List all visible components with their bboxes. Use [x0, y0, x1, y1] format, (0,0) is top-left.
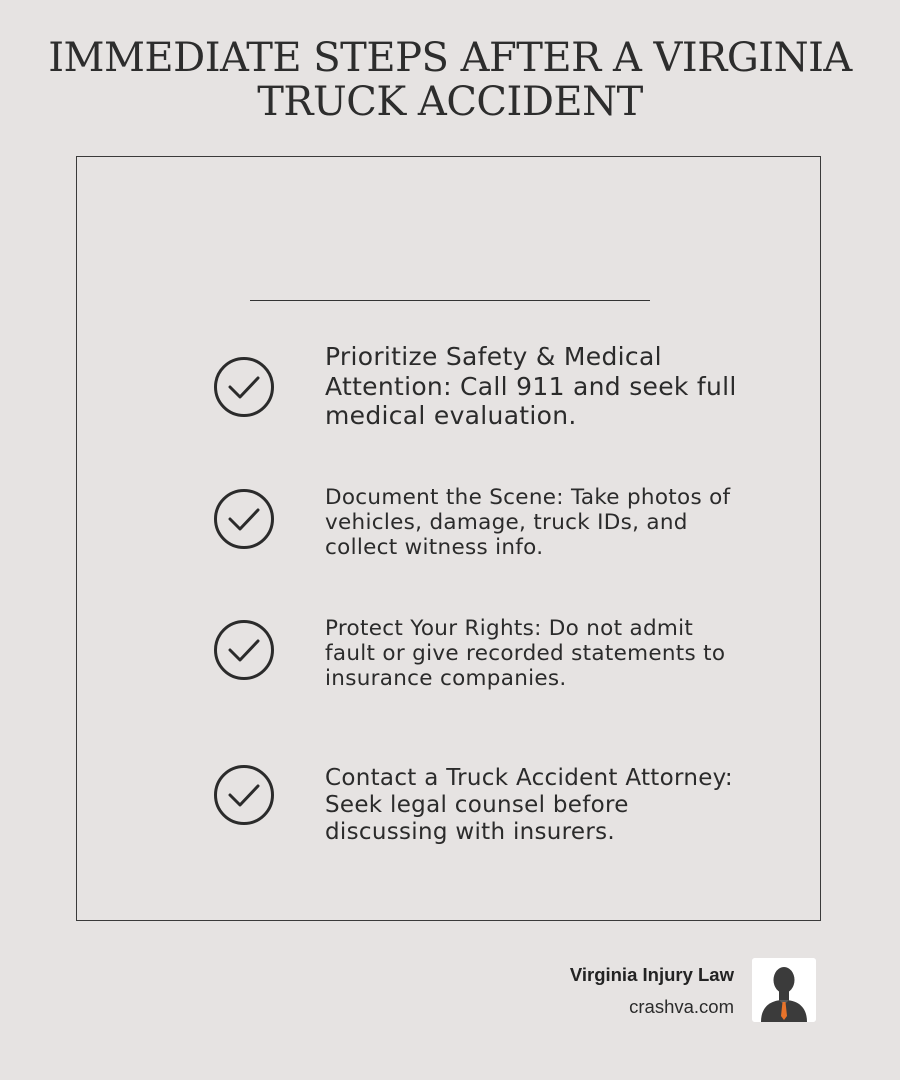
check-circle-icon	[213, 356, 275, 418]
brand-name: Virginia Injury Law	[569, 964, 734, 985]
step-text: Prioritize Safety & Medical Attention: Call 911 and seek full medical evaluation.	[325, 342, 737, 430]
divider-line	[250, 300, 650, 301]
lawyer-avatar-icon	[752, 958, 816, 1022]
page-title: IMMEDIATE STEPS AFTER A VIRGINIA TRUCK ACCIDENT	[48, 35, 852, 125]
step-text: Protect Your Rights: Do not admit fault or give recorded statements to insurance companies.	[325, 616, 726, 691]
step-text: Contact a Truck Accident Attorney: Seek legal counsel before discussing with insurers.	[325, 765, 733, 845]
step-text: Document the Scene: Take photos of vehicles, damage, truck IDs, and collect witness info.	[325, 485, 731, 560]
check-circle-icon	[213, 619, 275, 681]
brand-url[interactable]: crashva.com	[629, 996, 734, 1017]
check-circle-icon	[213, 764, 275, 826]
check-circle-icon	[213, 488, 275, 550]
